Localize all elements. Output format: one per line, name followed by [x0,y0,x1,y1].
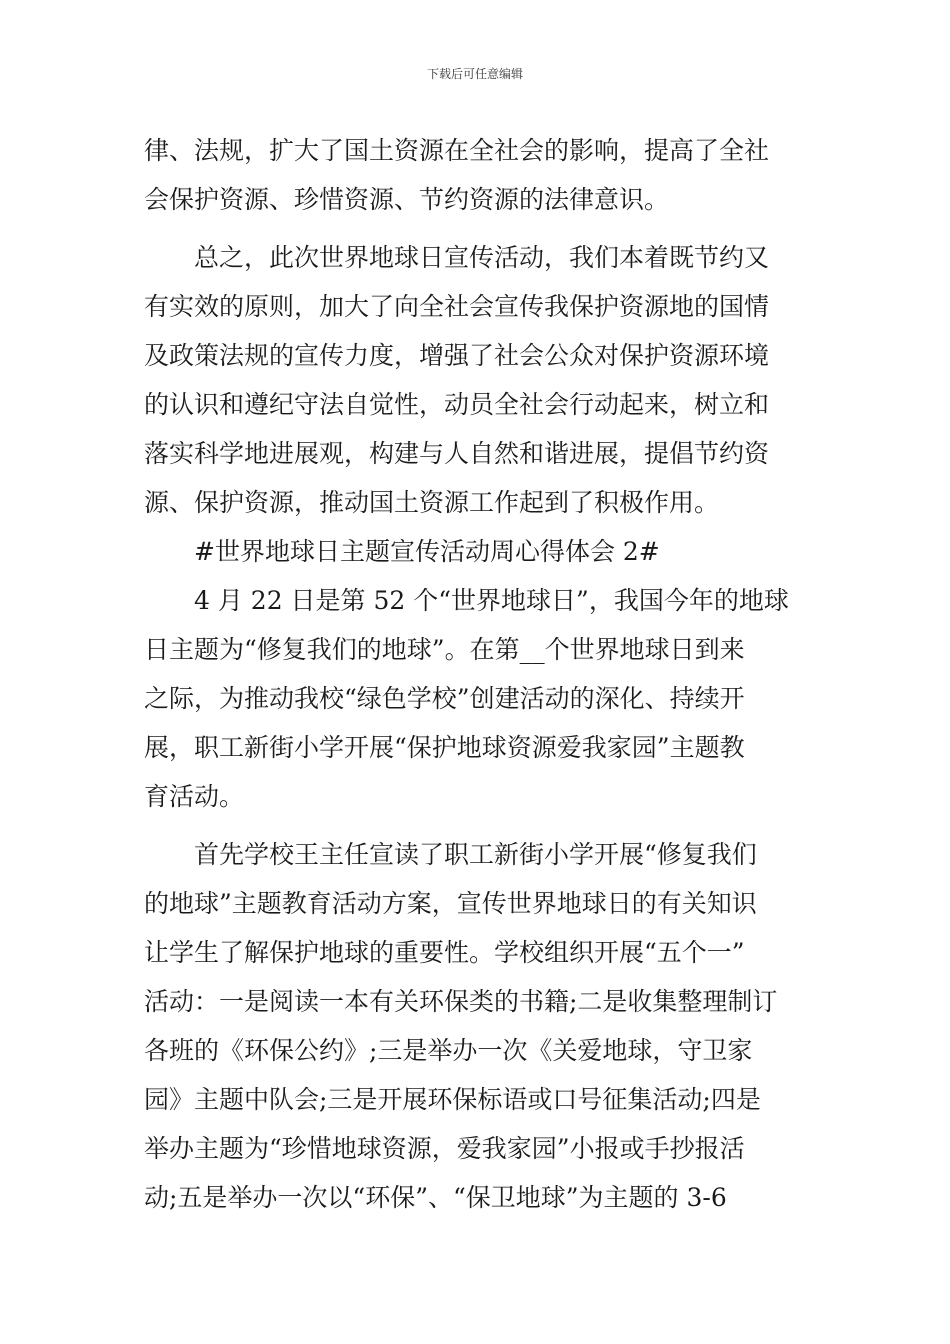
text-line: 及政策法规的宣传力度，增强了社会公众对保护资源环境 [144,341,770,370]
text-line: 会保护资源、珍惜资源、节约资源的法律意识。 [144,185,670,214]
text-line: 总之，此次世界地球日宣传活动，我们本着既节约又 [144,243,770,272]
text-line: 让学生了解保护地球的重要性。学校组织开展“五个一” [144,938,745,967]
text-line: 落实科学地进展观，构建与人自然和谐进展，提倡节约资 [144,439,770,468]
paragraph-gap [144,821,808,830]
text-line: 举办主题为“珍惜地球资源，爱我家园”小报或手抄报活 [144,1134,745,1163]
text-line: 育活动。 [144,782,245,811]
section-heading: #世界地球日主题宣传活动周心得体会 2# [144,537,660,566]
page-header: 下载后可任意编辑 [426,67,523,81]
text-line: 活动：一是阅读一本有关环保类的书籍;二是收集整理制订 [144,987,778,1016]
text-line: 动;五是举办一次以“环保”、“保卫地球”为主题的 3-6 [144,1183,727,1212]
text-line: 日主题为“修复我们的地球”。在第__个世界地球日到来 [144,635,745,664]
text-line: 园》主题中队会;三是开展环保标语或口号征集活动;四是 [144,1085,761,1114]
text-line: 各班的《环保公约》;三是举办一次《关爱地球，守卫家 [144,1036,753,1065]
text-line: 首先学校王主任宣读了职工新街小学开展“修复我们 [144,840,757,869]
text-line: 源、保护资源，推动国土资源工作起到了积极作用。 [144,488,720,517]
text-line: 4 月 22 日是第 52 个“世界地球日”，我国今年的地球 [144,586,789,615]
document-body [144,126,808,1222]
text-line: 之际，为推动我校“绿色学校”创建活动的深化、持续开 [144,684,745,713]
text-line: 的地球”主题教育活动方案，宣传世界地球日的有关知识 [144,889,757,918]
paragraph-gap [144,224,808,233]
text-line: 的认识和遵纪守法自觉性，动员全社会行动起来，树立和 [144,390,770,419]
text-line: 有实效的原则，加大了向全社会宣传我保护资源地的国情 [144,292,770,321]
text-line: 展，职工新街小学开展“保护地球资源爱我家园”主题教 [144,733,745,762]
text-line: 律、法规，扩大了国土资源在全社会的影响，提高了全社 [144,136,770,165]
